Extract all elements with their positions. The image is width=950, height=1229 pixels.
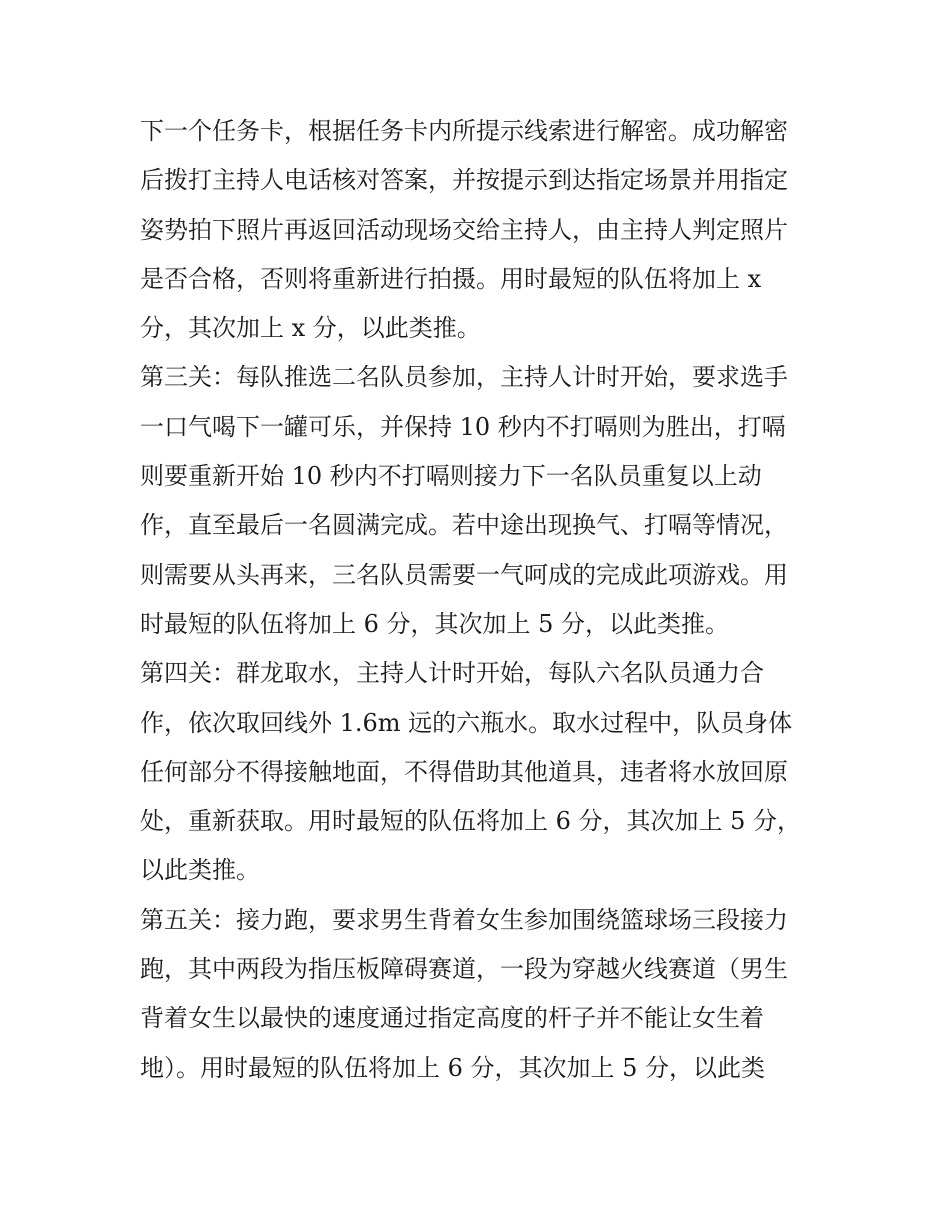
text-line: 作，依次取回线外 1.6m 远的六瓶水。取水过程中，队员身体 xyxy=(140,708,793,737)
text-line: 是否合格，否则将重新进行拍摄。用时最短的队伍将加上 x xyxy=(140,264,762,293)
text-line: 处，重新获取。用时最短的队伍将加上 6 分，其次加上 5 分， xyxy=(140,807,802,836)
text-line: 第五关：接力跑，要求男生背着女生参加围绕篮球场三段接力 xyxy=(140,905,788,934)
document-body xyxy=(140,107,820,1093)
text-line: 则要重新开始 10 秒内不打嗝则接力下一名队员重复以上动 xyxy=(140,462,762,491)
text-line: 则需要从头再来，三名队员需要一气呵成的完成此项游戏。用 xyxy=(140,560,788,589)
text-line: 时最短的队伍将加上 6 分，其次加上 5 分，以此类推。 xyxy=(140,609,730,638)
text-line: 跑，其中两段为指压板障碍赛道，一段为穿越火线赛道（男生 xyxy=(140,955,788,984)
text-line: 地）。用时最短的队伍将加上 6 分，其次加上 5 分，以此类 xyxy=(140,1053,766,1082)
text-line: 一口气喝下一罐可乐，并保持 10 秒内不打嗝则为胜出，打嗝 xyxy=(140,412,786,441)
text-line: 作，直至最后一名圆满完成。若中途出现换气、打嗝等情况， xyxy=(140,511,788,540)
text-line: 第四关：群龙取水，主持人计时开始，每队六名队员通力合 xyxy=(140,659,764,688)
text-line: 以此类推。 xyxy=(140,856,260,885)
text-line: 第三关：每队推选二名队员参加，主持人计时开始，要求选手 xyxy=(140,363,788,392)
text-line: 后拨打主持人电话核对答案，并按提示到达指定场景并用指定 xyxy=(140,166,788,195)
text-line: 背着女生以最快的速度通过指定高度的杆子并不能让女生着 xyxy=(140,1004,764,1033)
text-line: 分，其次加上 x 分，以此类推。 xyxy=(140,314,481,343)
text-line: 任何部分不得接触地面，不得借助其他道具，违者将水放回原 xyxy=(140,757,788,786)
text-line: 姿势拍下照片再返回活动现场交给主持人，由主持人判定照片 xyxy=(140,215,788,244)
text-line: 下一个任务卡，根据任务卡内所提示线索进行解密。成功解密 xyxy=(140,117,788,145)
